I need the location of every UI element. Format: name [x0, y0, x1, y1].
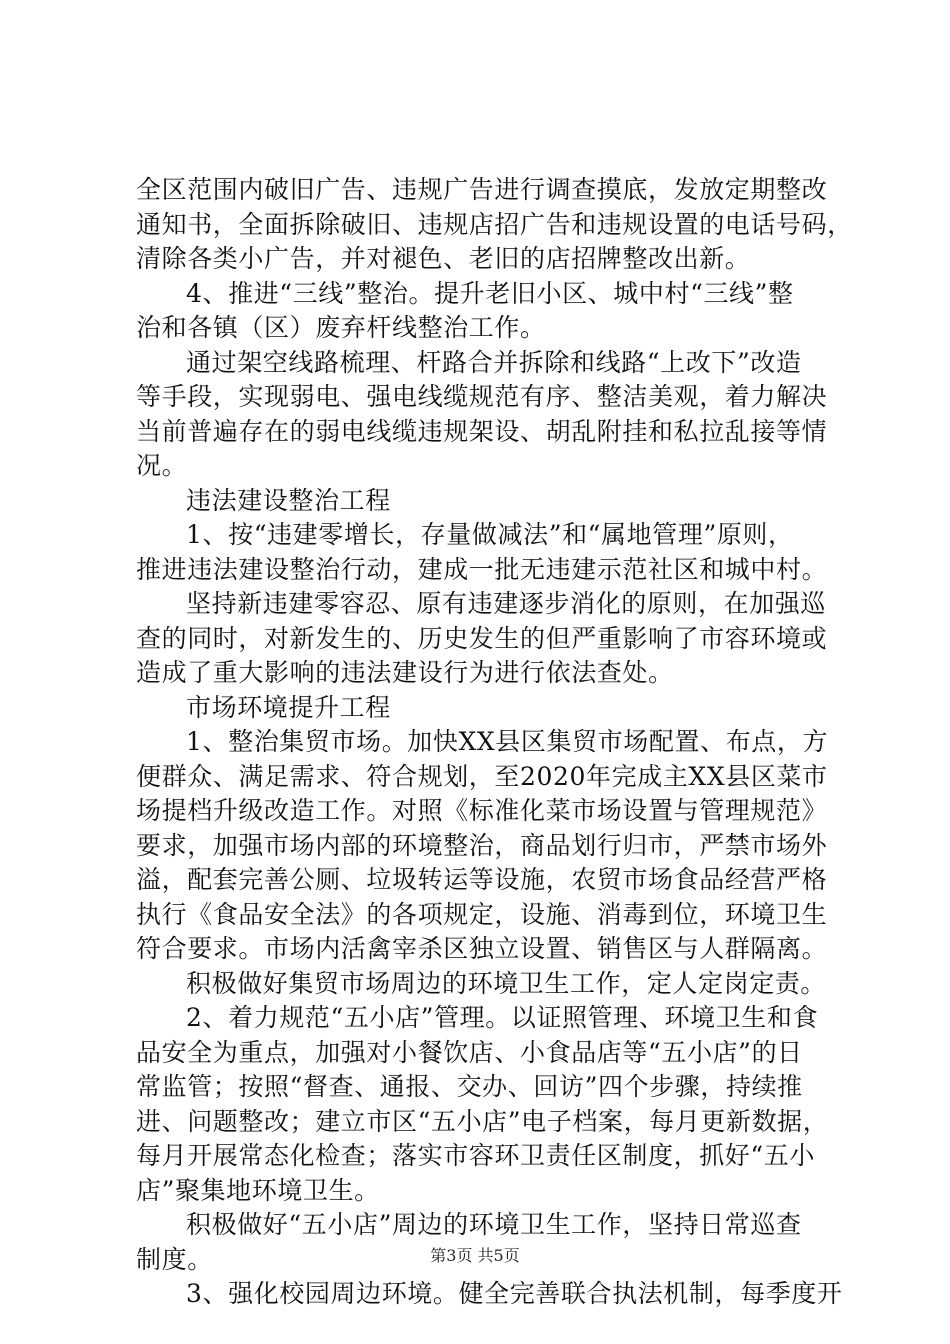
text-line: 4、推进“三线”整治。提升老旧小区、城中村“三线”整	[186, 278, 794, 308]
text-line: 当前普遍存在的弱电线缆违规架设、胡乱附挂和私拉乱接等情	[136, 416, 828, 446]
text-line: 场提档升级改造工作。对照《标准化菜市场设置与管理规范》	[136, 796, 828, 825]
text-line: 通过架空线路梳理、杆路合并拆除和线路“上改下”改造	[186, 347, 802, 377]
text-line: 1、按“违建零增长，存量做减法”和“属地管理”原则，	[186, 520, 794, 549]
section-heading: 市场环境提升工程	[186, 692, 391, 722]
text-line: 执行《食品安全法》的各项规定，设施、消毒到位，环境卫生	[136, 899, 828, 929]
text-line: 积极做好集贸市场周边的环境卫生工作，定人定岗定责。	[186, 968, 827, 998]
text-line: 坚持新违建零容忍、原有违建逐步消化的原则，在加强巡	[186, 589, 827, 618]
text-line: 治和各镇（区）废弃杆线整治工作。	[136, 313, 546, 342]
text-line: 2、着力规范“五小店”管理。以证照管理、环境卫生和食	[186, 1003, 819, 1032]
text-line: 每月开展常态化检查；落实市容环卫责任区制度，抓好“五小	[136, 1141, 815, 1170]
text-line: 常监管；按照“督查、通报、交办、回访”四个步骤，持续推	[136, 1072, 803, 1101]
body-text	[136, 173, 853, 1312]
text-line: 品安全为重点，加强对小餐饮店、小食品店等“五小店”的日	[136, 1037, 803, 1067]
text-line: 造成了重大影响的违法建设行为进行依法查处。	[136, 658, 674, 687]
text-line: 便群众、满足需求、符合规划，至2020年完成主XX县区菜市	[136, 761, 828, 791]
text-line: 制度。	[136, 1244, 213, 1274]
text-line: 积极做好“五小店”周边的环境卫生工作，坚持日常巡查	[186, 1210, 802, 1239]
text-line: 符合要求。市场内活禽宰杀区独立设置、销售区与人群隔离。	[136, 934, 828, 963]
text-line: 溢，配套完善公厕、垃圾转运等设施，农贸市场食品经营严格	[136, 865, 828, 894]
text-line: 店”聚集地环境卫生。	[136, 1175, 380, 1205]
text-line: 3、强化校园周边环境。健全完善联合执法机制，每季度开	[186, 1279, 843, 1308]
text-line: 1、整治集贸市场。加快XX县区集贸市场配置、布点，方	[186, 727, 829, 756]
text-line: 要求，加强市场内部的环境整治，商品划行归市，严禁市场外	[136, 830, 828, 860]
text-line: 况。	[136, 451, 188, 480]
page-footer: 第3页 共5页	[430, 1246, 520, 1265]
text-line: 等手段，实现弱电、强电线缆规范有序、整洁美观，着力解决	[136, 382, 828, 411]
text-line: 推进违法建设整治行动，建成一批无违建示范社区和城中村。	[136, 554, 828, 584]
text-line: 清除各类小广告，并对褪色、老旧的店招牌整改出新。	[136, 244, 751, 273]
text-line: 全区范围内破旧广告、违规广告进行调查摸底，发放定期整改	[136, 175, 828, 204]
text-line: 进、问题整改；建立市区“五小店”电子档案，每月更新数据，	[136, 1106, 829, 1136]
section-heading: 违法建设整治工程	[186, 485, 391, 515]
text-line: 查的同时，对新发生的、历史发生的但严重影响了市容环境或	[136, 623, 828, 653]
text-line: 通知书，全面拆除破旧、违规店招广告和违规设置的电话号码，	[136, 209, 853, 239]
